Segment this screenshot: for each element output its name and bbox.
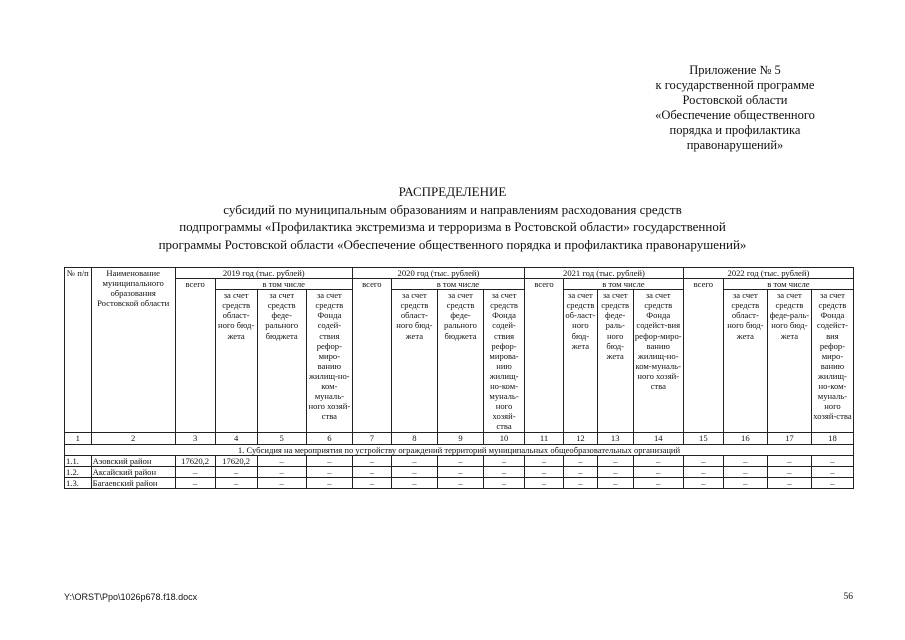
header-federal-budget: за счет средств феде-рального бюджета — [437, 290, 483, 432]
column-number: 7 — [352, 432, 391, 444]
cell-value: – — [811, 466, 853, 477]
header-regional-budget: за счет средств област-ного бюд-жета — [391, 290, 437, 432]
cell-value: – — [391, 477, 437, 488]
cell-value: – — [257, 466, 306, 477]
column-number: 13 — [597, 432, 633, 444]
file-path: Y:\ORST\Ppo\1026p678.f18.docx — [64, 592, 198, 602]
column-number: 1 — [65, 432, 92, 444]
cell-value: – — [597, 455, 633, 466]
cell-value: – — [352, 455, 391, 466]
cell-value: – — [484, 477, 525, 488]
header-col-num: № п/п — [65, 268, 92, 433]
cell-value: – — [391, 466, 437, 477]
cell-value: – — [484, 466, 525, 477]
cell-value: – — [306, 466, 352, 477]
cell-value: – — [306, 455, 352, 466]
column-number: 6 — [306, 432, 352, 444]
header-total: всего — [175, 279, 215, 432]
cell-value: – — [811, 455, 853, 466]
appendix-line: Ростовской области — [682, 93, 788, 107]
column-number: 16 — [723, 432, 767, 444]
column-number: 17 — [767, 432, 811, 444]
cell-value: – — [767, 477, 811, 488]
cell-value: – — [563, 477, 597, 488]
cell-value: – — [683, 477, 723, 488]
cell-value: – — [633, 477, 683, 488]
cell-value: – — [525, 477, 564, 488]
header-federal-budget: за счет средств феде-раль-ного бюд-жета — [597, 290, 633, 432]
column-number-row — [65, 432, 854, 444]
cell-value: – — [767, 466, 811, 477]
cell-value: – — [811, 477, 853, 488]
cell-value: – — [597, 477, 633, 488]
header-housing-fund: за счет средств Фонда содей-ствия рефор-миро-ванию жилищ-но-ком-муналь-ного хозяй-ства — [306, 290, 352, 432]
header-total: всего — [352, 279, 391, 432]
header-year-2019: 2019 год (тыс. рублей) — [175, 268, 352, 279]
column-number: 14 — [633, 432, 683, 444]
cell-value: – — [723, 466, 767, 477]
section-row — [65, 444, 854, 455]
header-housing-fund: за счет средств Фонда содейст-вия рефор-миро-ванию жилищ-но-ком-муналь-ного хозяй-ства — [811, 290, 853, 432]
cell-value: – — [437, 455, 483, 466]
cell-value: 17620,2 — [215, 455, 257, 466]
cell-value: – — [175, 466, 215, 477]
column-number: 18 — [811, 432, 853, 444]
header-regional-budget: за счет средств област-ного бюд-жета — [215, 290, 257, 432]
header-year-2021: 2021 год (тыс. рублей) — [525, 268, 684, 279]
municipality-name: Аксайский район — [91, 466, 175, 477]
appendix-line: Приложение № 5 — [689, 63, 781, 77]
cell-value: – — [683, 466, 723, 477]
cell-value: – — [437, 477, 483, 488]
table-row — [65, 477, 854, 488]
header-including: в том числе — [391, 279, 524, 290]
document-title: РАСПРЕДЕЛЕНИЕ — [398, 184, 507, 199]
cell-value: – — [525, 455, 564, 466]
header-including: в том числе — [723, 279, 853, 290]
document-heading — [0, 183, 905, 253]
column-number: 10 — [484, 432, 525, 444]
header-total: всего — [525, 279, 564, 432]
cell-value: – — [391, 455, 437, 466]
cell-value: – — [215, 466, 257, 477]
appendix-line: к государственной программе — [655, 78, 815, 92]
column-number: 3 — [175, 432, 215, 444]
table-row — [65, 455, 854, 466]
header-housing-fund: за счет средств Фонда содейст-вия рефор-миро-ванию жилищ-но-ком-муналь-ного хозяй-ства — [633, 290, 683, 432]
section-title: 1. Субсидия на мероприятия по устройству ограждений территорий муниципальных общеобразовательных организаций — [65, 444, 854, 455]
header-including: в том числе — [563, 279, 683, 290]
row-number: 1.2. — [65, 466, 92, 477]
column-number: 12 — [563, 432, 597, 444]
header-total: всего — [683, 279, 723, 432]
heading-line: программы Ростовской области «Обеспечение общественного порядка и профилактика правонарушений» — [158, 236, 747, 252]
cell-value: – — [306, 477, 352, 488]
cell-value: – — [352, 466, 391, 477]
cell-value: – — [257, 477, 306, 488]
heading-line: субсидий по муниципальным образованиям и направлениям расходования средств — [223, 201, 682, 217]
cell-value: – — [563, 455, 597, 466]
municipality-name: Азовский район — [91, 455, 175, 466]
cell-value: – — [215, 477, 257, 488]
cell-value: – — [597, 466, 633, 477]
cell-value: – — [437, 466, 483, 477]
column-number: 9 — [437, 432, 483, 444]
header-federal-budget: за счет средств феде-раль-ного бюд-жета — [767, 290, 811, 432]
cell-value: – — [484, 455, 525, 466]
column-number: 15 — [683, 432, 723, 444]
municipality-name: Багаевский район — [91, 477, 175, 488]
cell-value: – — [563, 466, 597, 477]
header-regional-budget: за счет средств област-ного бюд-жета — [723, 290, 767, 432]
header-housing-fund: за счет средств Фонда содей-ствия рефор-мирова-нию жилищ-но-ком-муналь-ного хозяй-ства — [484, 290, 525, 432]
cell-value: – — [683, 455, 723, 466]
column-number: 4 — [215, 432, 257, 444]
appendix-line: порядка и профилактика — [669, 123, 801, 137]
row-number: 1.3. — [65, 477, 92, 488]
cell-value: – — [257, 455, 306, 466]
cell-value: – — [352, 477, 391, 488]
row-number: 1.1. — [65, 455, 92, 466]
cell-value: – — [633, 455, 683, 466]
column-number: 5 — [257, 432, 306, 444]
appendix-block — [620, 63, 850, 153]
page-number: 56 — [843, 592, 853, 602]
cell-value: – — [723, 455, 767, 466]
header-year-2020: 2020 год (тыс. рублей) — [352, 268, 524, 279]
cell-value: 17620,2 — [175, 455, 215, 466]
cell-value: – — [175, 477, 215, 488]
subsidy-table — [64, 267, 854, 489]
cell-value: – — [525, 466, 564, 477]
appendix-line: «Обеспечение общественного — [655, 108, 815, 122]
heading-line: подпрограммы «Профилактика экстремизма и терроризма в Ростовской области» государственной — [179, 219, 726, 234]
column-number: 2 — [91, 432, 175, 444]
cell-value: – — [767, 455, 811, 466]
column-number: 11 — [525, 432, 564, 444]
header-col-name: Наименование муниципального образования Ростовской области — [91, 268, 175, 433]
cell-value: – — [633, 466, 683, 477]
header-regional-budget: за счет средств об-ласт-ного бюд-жета — [563, 290, 597, 432]
appendix-line: правонарушений» — [686, 138, 784, 152]
cell-value: – — [723, 477, 767, 488]
header-including: в том числе — [215, 279, 352, 290]
column-number: 8 — [391, 432, 437, 444]
header-federal-budget: за счет средств феде-рального бюджета — [257, 290, 306, 432]
header-year-2022: 2022 год (тыс. рублей) — [683, 268, 853, 279]
table-row — [65, 466, 854, 477]
